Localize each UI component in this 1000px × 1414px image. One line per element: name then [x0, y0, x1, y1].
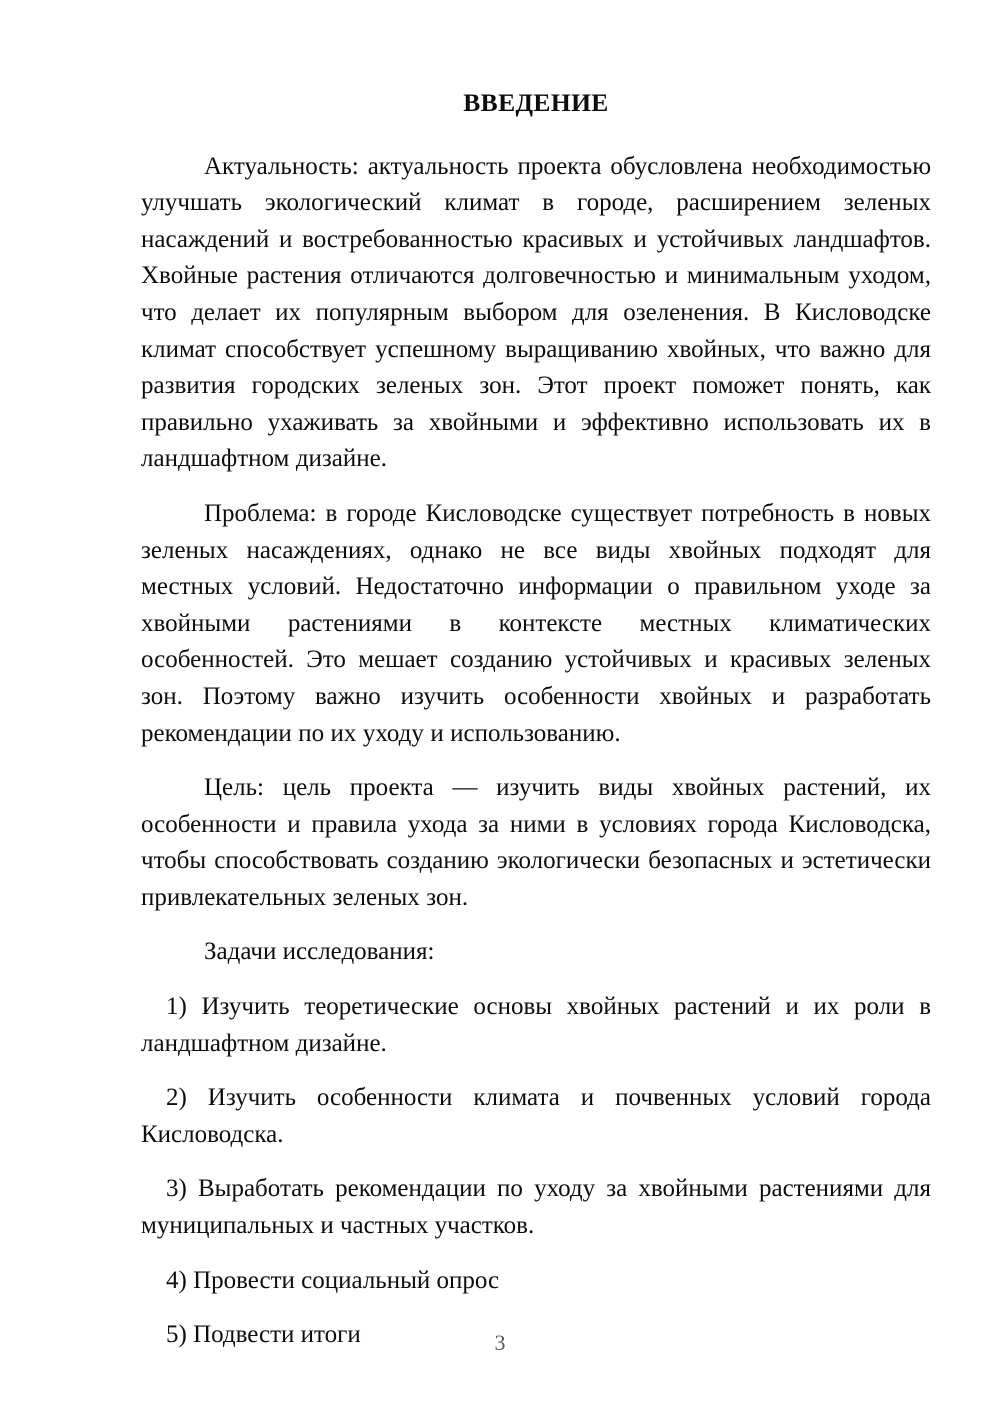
list-item: 5) Подвести итоги	[166, 1321, 361, 1349]
page-title: ВВЕДЕНИЕ	[463, 88, 609, 117]
document-body	[141, 88, 931, 1372]
tasks-heading: Задачи исследования:	[204, 938, 435, 966]
paragraph-goal: Цель: цель проекта — изучить виды хвойных растений, их особенности и правила ухода за ними в условиях города Кисловодска, чтобы способствовать созданию экологически безопасных и эстетически привлекательных зеленых зон.	[141, 774, 931, 911]
list-item: 1) Изучить теоретические основы хвойных растений и их роли в ландшафтном дизайне.	[141, 993, 931, 1057]
list-item: 3) Выработать рекомендации по уходу за хвойными растениями для муниципальных и частных участков.	[141, 1175, 931, 1240]
list-item: 4) Провести социальный опрос	[166, 1266, 500, 1294]
page-number: 3	[494, 1330, 506, 1355]
paragraph-relevance: Актуальность: актуальность проекта обусловлена необходимостью улучшать экологический климат в городе, расширением зеленых насаждений и востребованностью красивых и устойчивых ландшафтов. Хвойные растения отличаются долговечностью и минимальным уходом, что делает их популярным выбором для озеленения. В Кисловодске климат способствует успешному выращиванию хвойных, что важно для развития городских зеленых зон. Этот проект поможет понять, как правильно ухаживать за хвойными и эффективно использовать их в ландшафтном дизайне.	[141, 152, 931, 473]
list-item: 2) Изучить особенности климата и почвенных условий города Кисловодска.	[141, 1084, 931, 1148]
paragraph-problem: Проблема: в городе Кисловодске существует потребность в новых зеленых насаждениях, однако не все виды хвойных подходят для местных условий. Недостаточно информации о правильном уходе за хвойными растениями в контексте местных климатических особенностей. Это мешает созданию устойчивых и красивых зеленых зон. Поэтому важно изучить особенности хвойных и разработать рекомендации по их уходу и использованию.	[141, 499, 931, 747]
